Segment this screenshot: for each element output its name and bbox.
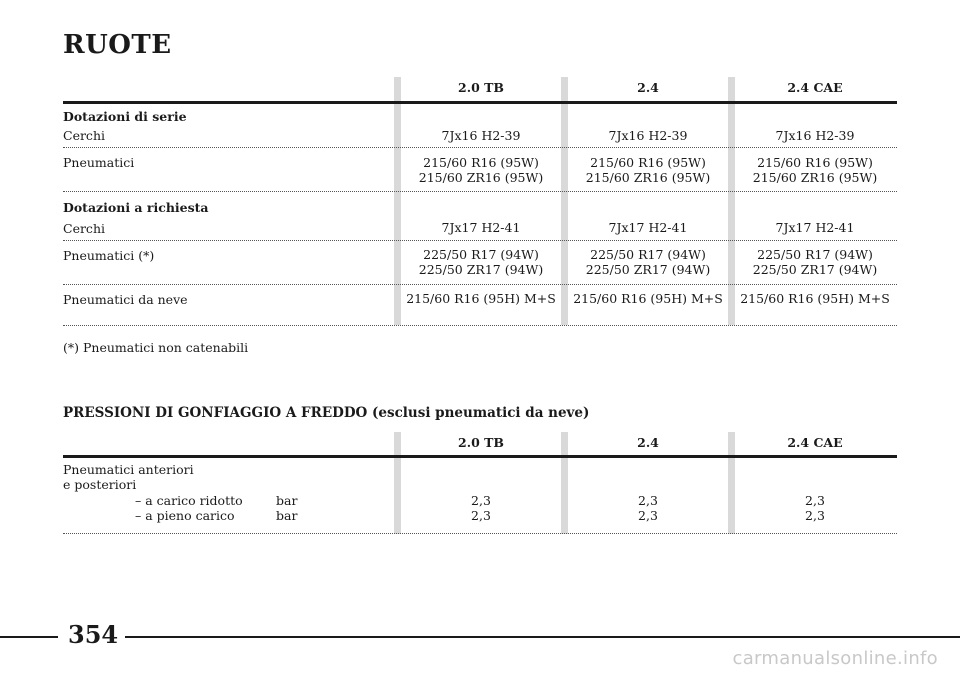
column-header-2-4: 2.4 (637, 435, 659, 450)
column-header-2-4-cae: 2.4 CAE (787, 435, 843, 450)
table-cell: 215/60 R16 (95H) M+S (740, 291, 890, 306)
page-title: RUOTE (63, 30, 172, 60)
row-label: Cerchi (63, 221, 105, 236)
pressure-unit: bar (276, 508, 298, 523)
pressure-unit: bar (276, 493, 298, 508)
section-title-pressures: PRESSIONI DI GONFIAGGIO A FREDDO (esclusi pneumatici da neve) (63, 405, 590, 421)
header-rule (63, 455, 897, 458)
row-divider (63, 533, 897, 534)
pressure-value: 2,3 2,3 (471, 493, 491, 523)
footnote: (*) Pneumatici non catenabili (63, 340, 249, 355)
row-divider (63, 325, 897, 326)
pressure-label-line1: Pneumatici anteriori (63, 462, 194, 477)
table-cell: 215/60 R16 (95W) 215/60 ZR16 (95W) (418, 155, 544, 185)
header-rule (63, 101, 897, 104)
row-divider (63, 191, 897, 192)
section-optional: Dotazioni a richiesta (63, 200, 209, 215)
table-cell: 7Jx17 H2-41 (608, 220, 688, 235)
table-cell: 215/60 R16 (95H) M+S (573, 291, 723, 306)
table-cell: 225/50 R17 (94W) 225/50 ZR17 (94W) (418, 247, 544, 277)
table-cell: 7Jx16 H2-39 (775, 128, 855, 143)
row-label: Pneumatici da neve (63, 292, 188, 307)
column-stripe (728, 77, 735, 325)
column-stripe (394, 77, 401, 325)
table-cell: 225/50 R17 (94W) 225/50 ZR17 (94W) (585, 247, 711, 277)
table-cell: 225/50 R17 (94W) 225/50 ZR17 (94W) (752, 247, 878, 277)
table-cell: 7Jx17 H2-41 (775, 220, 855, 235)
pressure-value: 2,3 2,3 (638, 493, 658, 523)
row-divider (63, 284, 897, 285)
column-header-2-0-tb: 2.0 TB (458, 435, 504, 450)
row-label: Cerchi (63, 128, 105, 143)
column-header-2-0-tb: 2.0 TB (458, 80, 504, 95)
section-standard: Dotazioni di serie (63, 109, 187, 124)
table-cell: 215/60 R16 (95W) 215/60 ZR16 (95W) (752, 155, 878, 185)
table-cell: 7Jx16 H2-39 (441, 128, 521, 143)
page-number: 354 (68, 620, 119, 649)
table-cell: 215/60 R16 (95W) 215/60 ZR16 (95W) (585, 155, 711, 185)
column-header-2-4-cae: 2.4 CAE (787, 80, 843, 95)
row-label: Pneumatici (*) (63, 248, 155, 263)
row-label: Pneumatici (63, 155, 135, 170)
pressure-value: 2,3 2,3 (805, 493, 825, 523)
row-divider (63, 147, 897, 148)
table-cell: 215/60 R16 (95H) M+S (406, 291, 556, 306)
pressure-label-line2: e posteriori (63, 477, 137, 492)
pressure-subrow-label: – a carico ridotto (135, 493, 243, 508)
table-cell: 7Jx17 H2-41 (441, 220, 521, 235)
pressure-subrow-label: – a pieno carico (135, 508, 235, 523)
row-divider (63, 240, 897, 241)
table-cell: 7Jx16 H2-39 (608, 128, 688, 143)
footer-rule-right (125, 636, 960, 638)
footer-rule-left (0, 636, 58, 638)
column-stripe (561, 77, 568, 325)
watermark: carmanualsonline.info (732, 648, 938, 669)
column-header-2-4: 2.4 (637, 80, 659, 95)
